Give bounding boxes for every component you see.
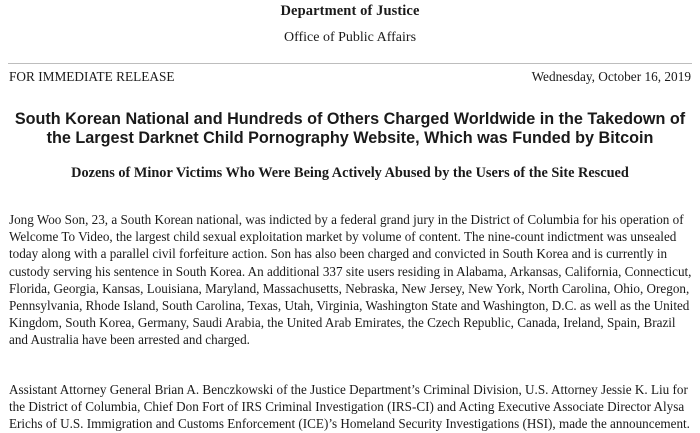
header-divider xyxy=(8,63,692,64)
article-title: South Korean National and Hundreds of Others Charged Worldwide in the Takedown of the Largest Darknet Child Pornography Website, Which was Funded by Bitcoin xyxy=(14,110,686,147)
article-subtitle: Dozens of Minor Victims Who Were Being Actively Abused by the Users of the Site Rescued xyxy=(71,165,629,181)
agency-name: Department of Justice xyxy=(280,3,420,19)
office-name: Office of Public Affairs xyxy=(283,30,417,45)
article-paragraph: Jong Woo Son, 23, a South Korean national, was indicted by a federal grand jury in the District of Columbia for his operation of Welcome To Video, the largest child sexual exploitation market by volume of content. The nine-count indictment was unsealed today along with a parallel civil forfeiture action. Son has also been charged and convicted in South Korea and is currently in custody serving his sentence in South Korea. An additional 337 site users residing in Alabama, Arkansas, California, Connecticut, Florida, Georgia, Kansas, Louisiana, Maryland, Massachusetts, Nebraska, New Jersey, New York, North Carolina, Ohio, Oregon, Pennsylvania, Rhode Island, South Carolina, Texas, Utah, Virginia, Washington State and Washington, D.C. as well as the United Kingdom, South Korea, Germany, Saudi Arabia, the United Arab Emirates, the Czech Republic, Canada, Ireland, Spain, Brazil and Australia have been arrested and charged. xyxy=(9,212,692,348)
article-paragraph: Assistant Attorney General Brian A. Benczkowski of the Justice Department’s Criminal Division, U.S. Attorney Jessie K. Liu for the District of Columbia, Chief Don Fort of IRS Criminal Investigation (IRS-CI) and Acting Executive Associate Director Alysa Erichs of U.S. Immigration and Customs Enforcement (ICE)’s Homeland Security Investigations (HSI), made the announcement. xyxy=(9,382,690,432)
release-label: FOR IMMEDIATE RELEASE xyxy=(9,69,175,84)
release-date: Wednesday, October 16, 2019 xyxy=(531,69,691,84)
